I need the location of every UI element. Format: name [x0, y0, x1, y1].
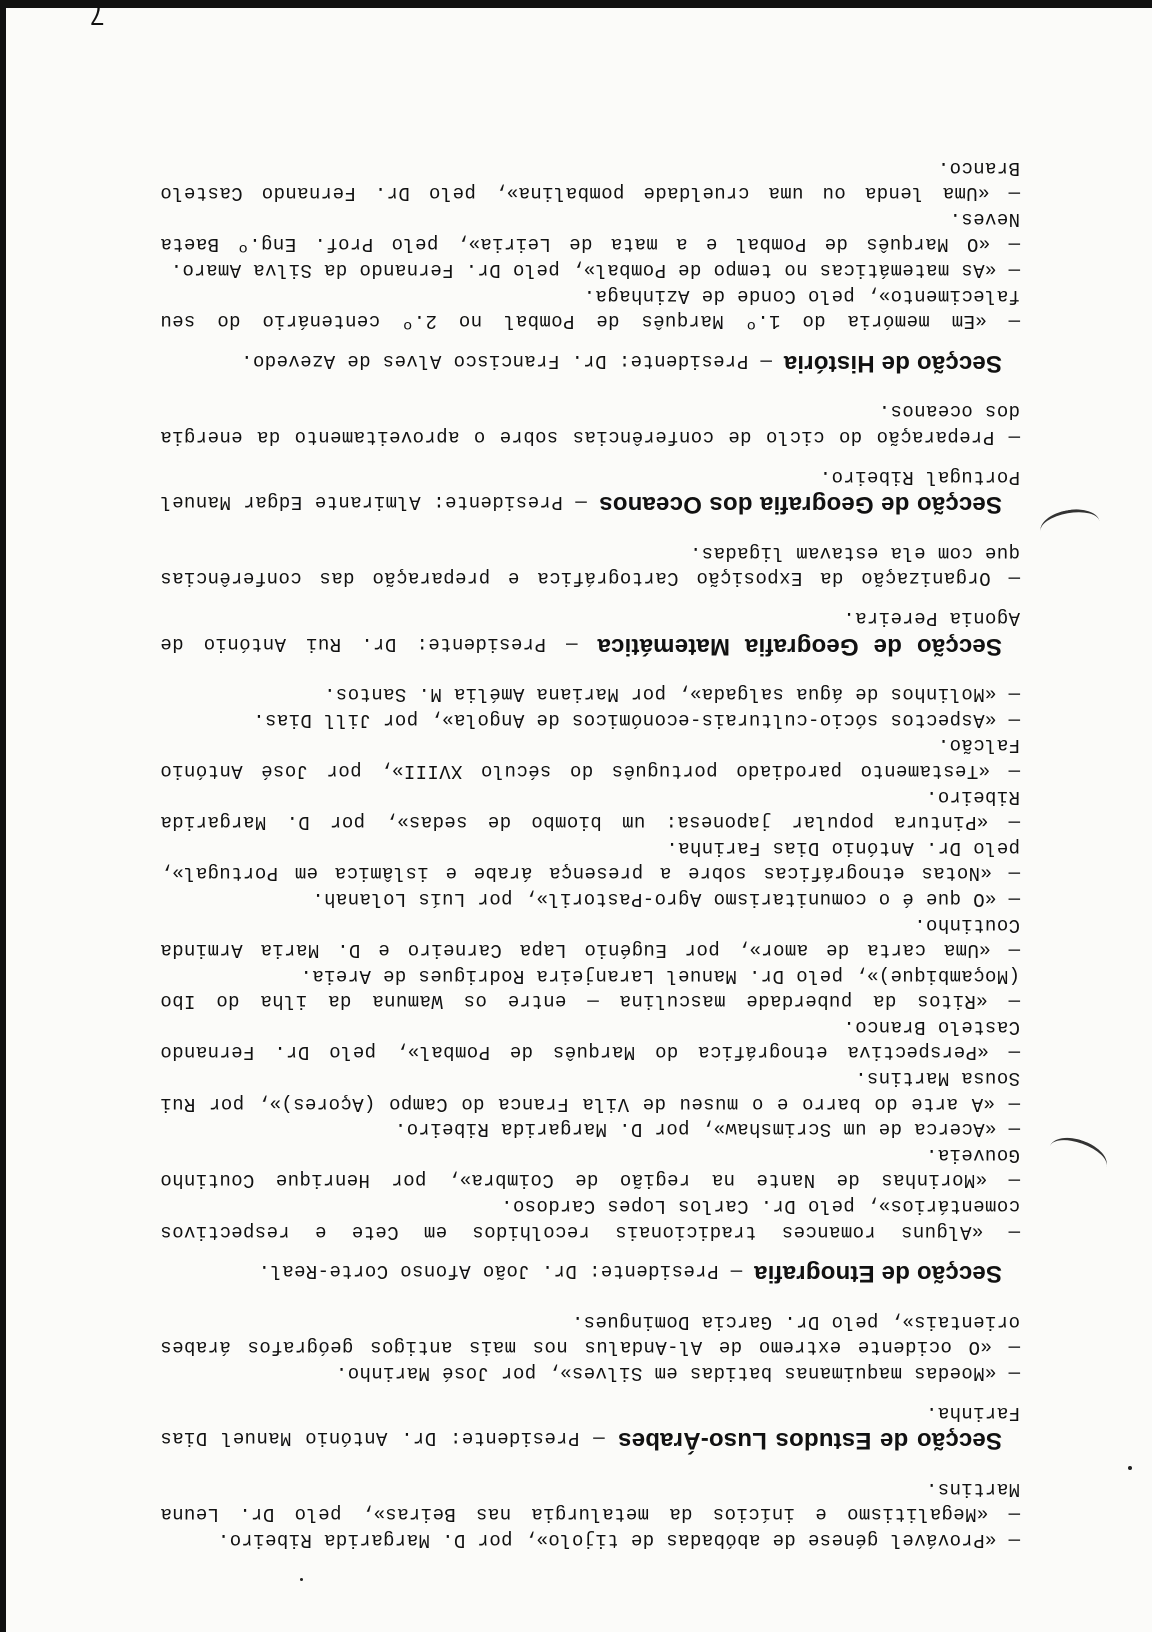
section-title: Secção de Geografia Matemática — [597, 632, 1002, 660]
scan-speck — [1128, 1466, 1132, 1470]
list-entry: — «Molinhos de água salgada», por Mariana Amélia M. Santos. — [323, 683, 1020, 706]
list-entry: — «Provável génese de abóbadas de tijolo», por D. Margarida Ribeiro. — [217, 1529, 1020, 1551]
sections-list — [160, 154, 1020, 1453]
list-entry: — Organização da Exposição Cartográfica e preparação das conferências que com ela estavam ligadas. — [160, 541, 1020, 590]
section-heading — [160, 604, 1020, 658]
list-entry: — «Morinhas de Nante na região de Coimbra», por Henrique Coutinho Gouveia. — [160, 1143, 1020, 1192]
section-title: Secção de Geografia dos Oceanos — [599, 491, 1002, 519]
section-heading — [160, 347, 1020, 376]
section-president: — Presidente: Dr. Rui António de Agonia Pereira. — [160, 607, 1020, 655]
list-entry: — «O ocidente extremo de Al-Andalus nos mais antigos geógrafos árabes orientais», pelo Dr. Garcia Domingues. — [160, 1310, 1020, 1359]
list-entry: — «Em memória do 1.º Marquês de Pombal no 2.º centenário do seu falecimento», pelo Conde de Azinhaga. — [160, 284, 1020, 333]
list-entry: — «Acerca de um Scrimshaw», por D. Margarida Ribeiro. — [394, 1118, 1020, 1141]
list-entry: — «Perspectiva etnográfica do Marquês de Pombal», pelo Dr. Fernando Castelo Branco. — [160, 1015, 1020, 1064]
section-president: — Presidente: Almirante Edgar Manuel Portugal Ribeiro. — [160, 465, 1020, 514]
list-entry: — «O que é o comunitarismo Agro-Pastoril», por Luís Lolanah. — [311, 887, 1020, 910]
page-number: 7 — [90, 1, 105, 31]
list-entry: — «Megalitismo e inícios da metalurgia nas Beiras», pelo Dr. Leuna Martins. — [160, 1477, 1020, 1526]
list-entry: — «Pintura popular japonesa: um biombo de sedas», por D. Margarida Ribeiro. — [160, 785, 1020, 834]
section-heading — [160, 463, 1020, 517]
list-entry: — «Ritos da puberdade masculina — entre os Wamuna da ilha do Ibo (Moçambique)», pelo Dr. Manuel Laranjeira Rodrigues de Areia. — [160, 964, 1020, 1013]
document-body — [160, 154, 1020, 1552]
section-title: Secção de Etnografia — [753, 1260, 1002, 1288]
section-title: Secção de História — [783, 349, 1002, 377]
list-entry: — «Uma carta de amor», por Eugénio Lapa Carneiro e D. Maria Arminda Coutinho. — [160, 913, 1020, 962]
section-president: — Presidente: Dr. Francisco Alves de Azevedo. — [240, 349, 784, 372]
list-entry: — «Alguns romances tradicionais recolhidos em Cete e respectivos comentários», pelo Dr. Carlos Lopes Cardoso. — [160, 1195, 1020, 1243]
list-entry: — «As matemáticas no tempo de Pombal», pelo Dr. Fernando da Silva Amaro. — [170, 259, 1020, 282]
list-entry: — Preparação do ciclo de conferências sobre o aproveitamento da energia dos oceanos. — [160, 400, 1020, 449]
section-heading — [160, 1399, 1020, 1453]
list-entry: — «A arte do barro e o museu de Vila Franca do Campo (Açores)», por Rui Sousa Martins. — [160, 1067, 1020, 1115]
section-heading — [160, 1258, 1020, 1287]
section-president: — Presidente: Dr. António Manuel Dias Farinha. — [160, 1401, 1020, 1450]
section-title: Secção de Estudos Luso-Árabes — [618, 1427, 1002, 1455]
list-entry: — «Notas etnográficas sobre a presença árabe e islâmica em Portugal», pelo Dr. António Dias Farinha. — [160, 836, 1020, 885]
section-president: — Presidente: Dr. João Afonso Corte-Real. — [258, 1260, 754, 1283]
list-entry: — «O Marquês de Pombal e a mata de Leiria», pelo Prof. Eng.º Baeta Neves. — [160, 207, 1020, 256]
list-entry: — «Moedas maquimanas batidas em Silves», por José Marinho. — [335, 1362, 1020, 1385]
list-entry: — «Aspectos sócio-culturais-económicos de Angola», por Jill Dias. — [252, 708, 1020, 731]
scan-speck — [300, 1578, 303, 1581]
intro-entries — [160, 1475, 1020, 1552]
list-entry: — «Uma lenda ou uma crueldade pombalina», pelo Dr. Fernando Castelo Branco. — [160, 156, 1020, 205]
list-entry: — «Testamento parodiado português do século XVIII», por José António Falcão. — [160, 734, 1020, 782]
